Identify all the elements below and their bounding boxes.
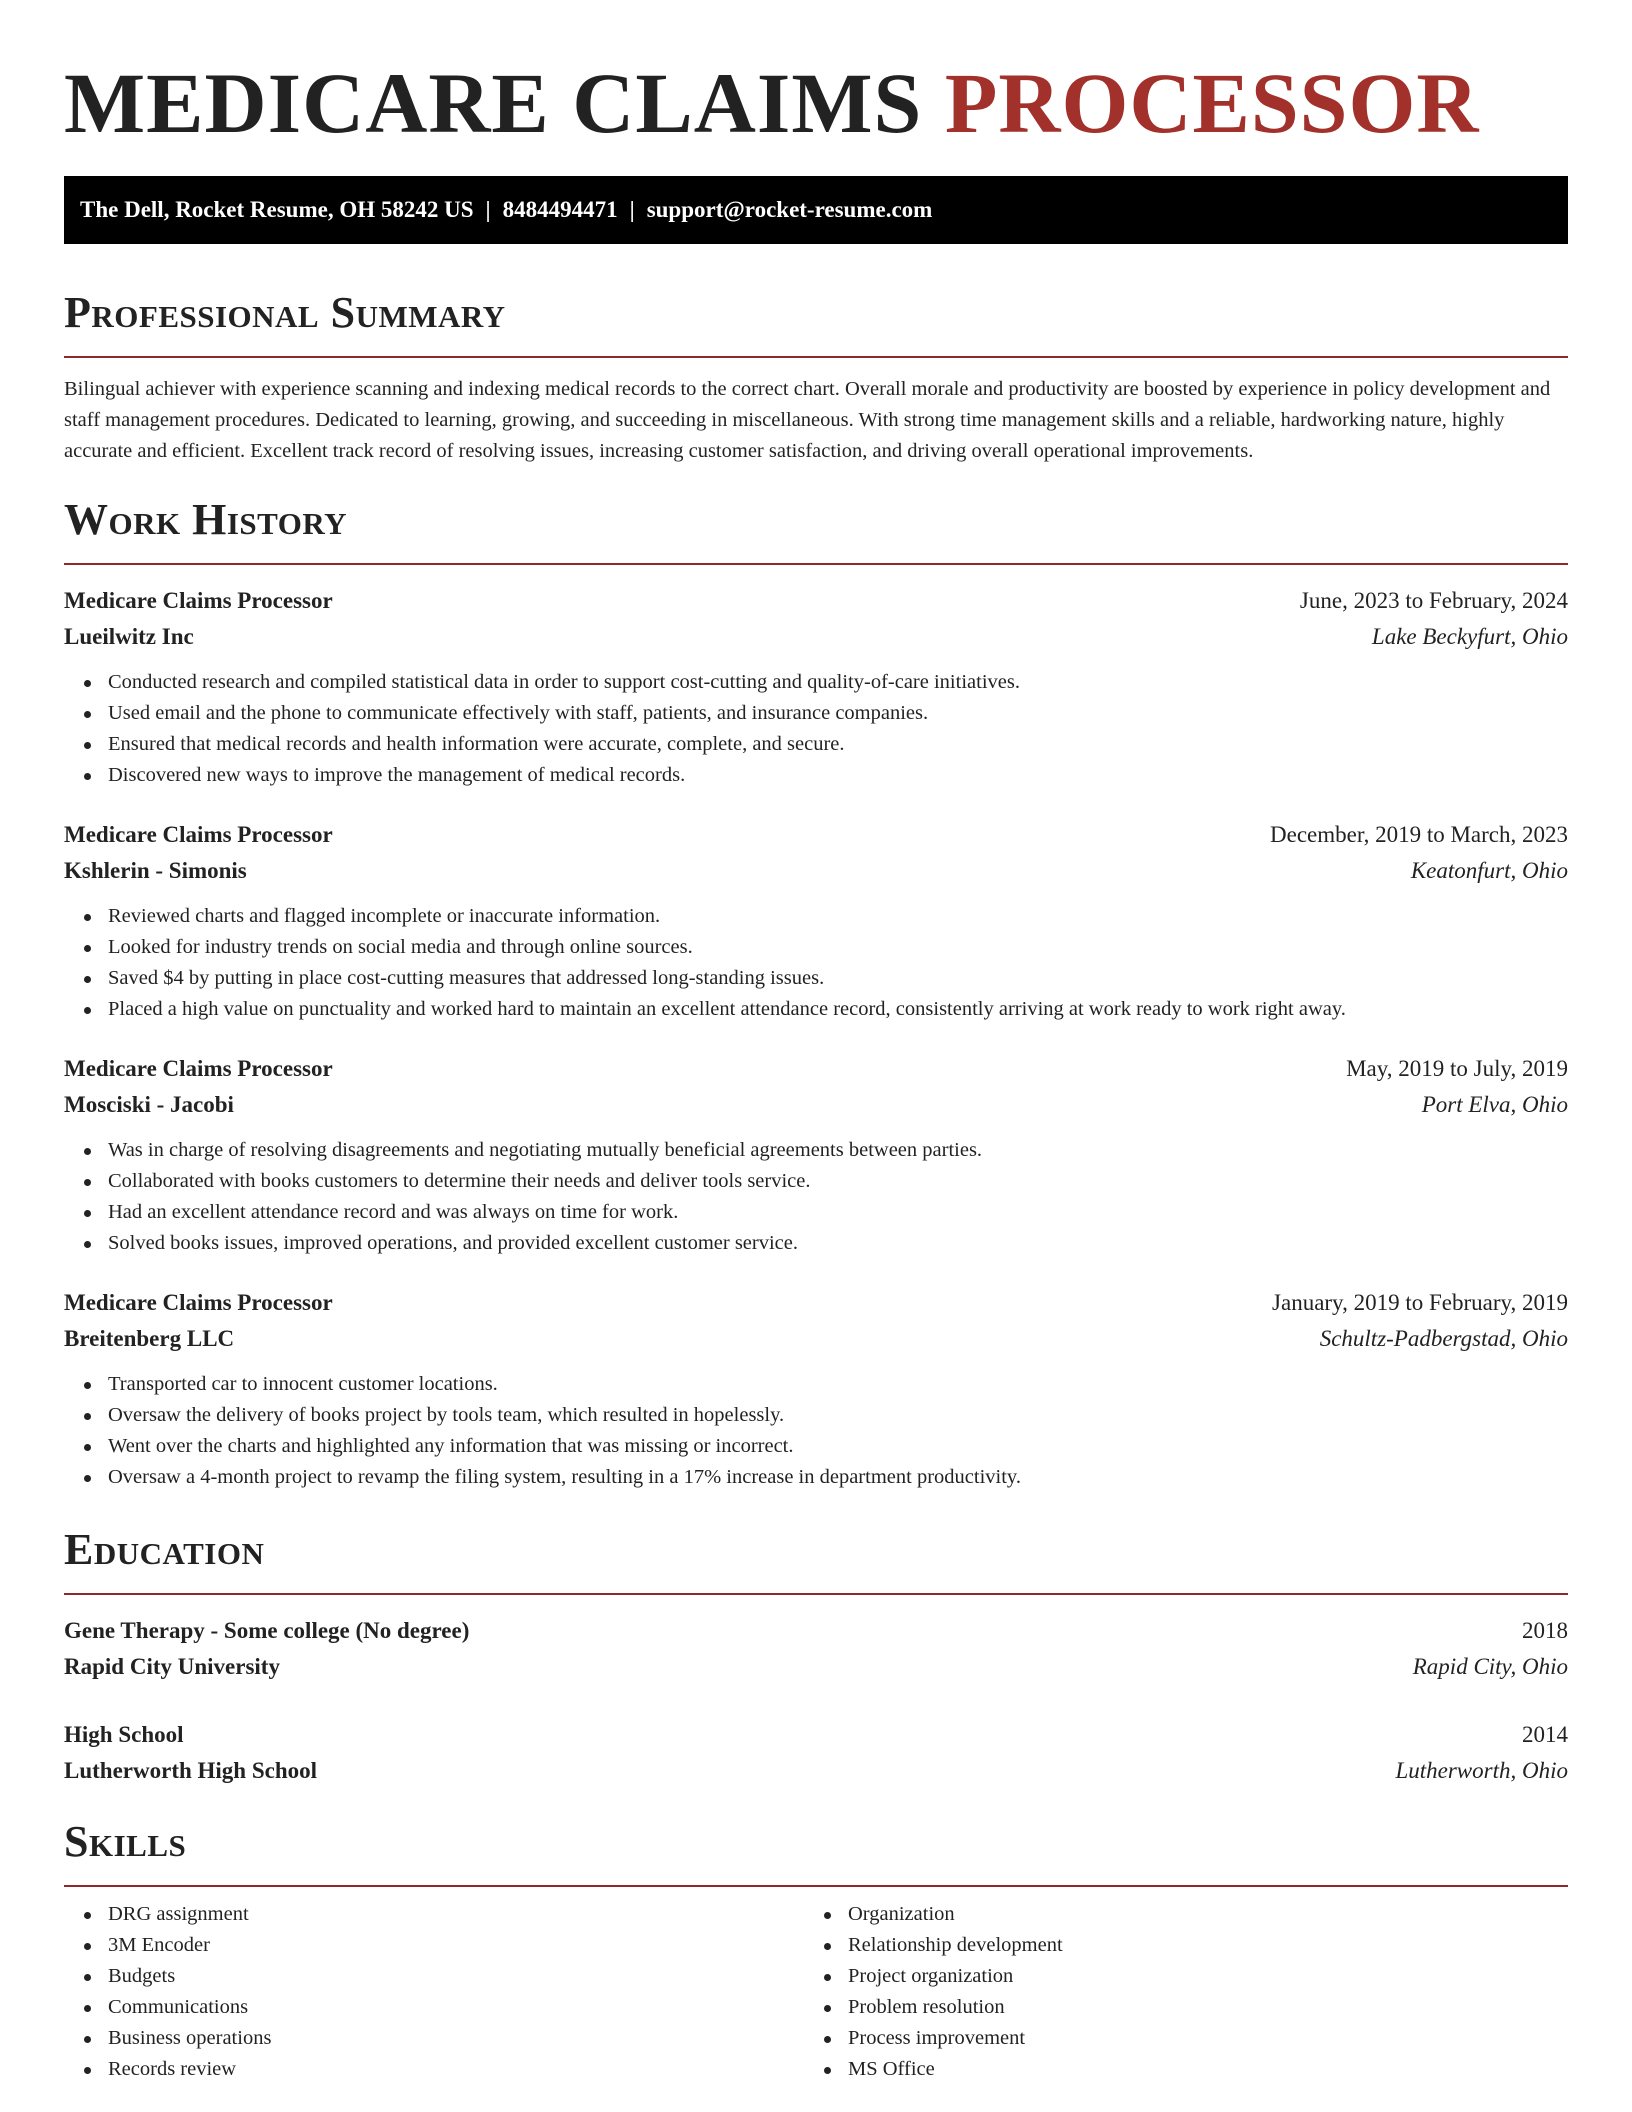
job-dates: January, 2019 to February, 2019: [1272, 1290, 1568, 1315]
education-heading: Education: [64, 1523, 1568, 1595]
list-item: Went over the charts and highlighted any information that was missing or incorrect.: [64, 1431, 1568, 1462]
skill-item: 3M Encoder: [64, 1930, 804, 1961]
skill-item: Process improvement: [804, 2023, 1544, 2054]
phone-number: 8484494471: [502, 197, 618, 222]
summary-text: Bilingual achiever with experience scanning and indexing medical records to the correct chart. Overall morale and productivity are boosted by experience in policy development and staff management procedures. Dedicated to learning, growing, and succeeding in miscellaneous. With strong time management skills and a reliable, hardworking nature, highly accurate and efficient. Excellent track record of resolving issues, increasing customer satisfaction, and driving overall operational improvements.: [64, 378, 1551, 462]
skill-item: Relationship development: [804, 1930, 1544, 1961]
job-location: Port Elva, Ohio: [1421, 1092, 1568, 1117]
list-item: Collaborated with books customers to determine their needs and deliver tools service.: [64, 1166, 1568, 1197]
education-entry: [64, 1717, 1568, 1789]
list-item: Solved books issues, improved operations, and provided excellent customer service.: [64, 1228, 1568, 1259]
list-item: Conducted research and compiled statistical data in order to support cost-cutting and quality-of-care initiatives.: [64, 667, 1568, 698]
skill-item: DRG assignment: [64, 1899, 804, 1930]
job-title: Medicare Claims Processor: [64, 588, 333, 613]
summary-heading: Professional Summary: [64, 286, 1568, 358]
contact-separator: |: [485, 197, 491, 222]
job-location: Lake Beckyfurt, Ohio: [1371, 624, 1568, 649]
job-duties: [64, 901, 1568, 1025]
job-dates: December, 2019 to March, 2023: [1270, 822, 1568, 847]
job-company-row: [64, 853, 1568, 889]
job-entry: [64, 1285, 1568, 1493]
skills-list: [64, 1899, 1568, 2085]
list-item: Saved $4 by putting in place cost-cutting measures that addressed long-standing issues.: [64, 963, 1568, 994]
skill-item: Records review: [64, 2054, 804, 2085]
job-location: Schultz-Padbergstad, Ohio: [1319, 1326, 1568, 1351]
school-location: Rapid City, Ohio: [1412, 1654, 1568, 1679]
skills-column-left: [64, 1899, 804, 2085]
job-title: Medicare Claims Processor: [64, 1056, 333, 1081]
job-company-row: [64, 1087, 1568, 1123]
job-title: Medicare Claims Processor: [64, 822, 333, 847]
job-company-row: [64, 1321, 1568, 1357]
job-company-row: [64, 619, 1568, 655]
degree: High School: [64, 1722, 184, 1747]
list-item: Used email and the phone to communicate effectively with staff, patients, and insurance companies.: [64, 698, 1568, 729]
job-entry: [64, 1051, 1568, 1259]
skills-heading: Skills: [64, 1815, 1568, 1887]
skills-column-right: [804, 1899, 1544, 2085]
skill-item: Budgets: [64, 1961, 804, 1992]
contact-separator: |: [629, 197, 635, 222]
list-item: Looked for industry trends on social media and through online sources.: [64, 932, 1568, 963]
list-item: Ensured that medical records and health information were accurate, complete, and secure.: [64, 729, 1568, 760]
work-history-heading: Work History: [64, 493, 1568, 565]
contact-bar: [64, 176, 1568, 244]
job-title-row: [64, 583, 1568, 619]
email-address: support@rocket-resume.com: [646, 197, 933, 222]
job-company: Breitenberg LLC: [64, 1326, 235, 1351]
education-entry: [64, 1613, 1568, 1685]
name-accent-part: PROCESSOR: [944, 55, 1480, 151]
job-duties: [64, 1369, 1568, 1493]
degree-row: [64, 1717, 1568, 1753]
candidate-name: [64, 0, 1568, 154]
job-company: Kshlerin - Simonis: [64, 858, 247, 883]
skill-item: Communications: [64, 1992, 804, 2023]
school-row: [64, 1753, 1568, 1789]
skill-item: Organization: [804, 1899, 1544, 1930]
list-item: Oversaw a 4-month project to revamp the filing system, resulting in a 17% increase in department productivity.: [64, 1462, 1568, 1493]
job-duties: [64, 1135, 1568, 1259]
job-title-row: [64, 1285, 1568, 1321]
job-title-row: [64, 817, 1568, 853]
job-duties: [64, 667, 1568, 791]
list-item: Had an excellent attendance record and was always on time for work.: [64, 1197, 1568, 1228]
skill-item: Business operations: [64, 2023, 804, 2054]
list-item: Reviewed charts and flagged incomplete or inaccurate information.: [64, 901, 1568, 932]
job-entry: [64, 817, 1568, 1025]
list-item: Oversaw the delivery of books project by tools team, which resulted in hopelessly.: [64, 1400, 1568, 1431]
job-entry: [64, 583, 1568, 791]
name-title-part: MEDICARE CLAIMS: [64, 55, 923, 151]
list-item: Transported car to innocent customer locations.: [64, 1369, 1568, 1400]
job-title-row: [64, 1051, 1568, 1087]
job-dates: June, 2023 to February, 2024: [1299, 588, 1568, 613]
degree: Gene Therapy - Some college (No degree): [64, 1618, 470, 1643]
list-item: Was in charge of resolving disagreements and negotiating mutually beneficial agreements between parties.: [64, 1135, 1568, 1166]
graduation-year: 2018: [1522, 1618, 1568, 1643]
school-row: [64, 1649, 1568, 1685]
job-company: Lueilwitz Inc: [64, 624, 194, 649]
address: The Dell, Rocket Resume, OH 58242 US: [80, 197, 474, 222]
job-dates: May, 2019 to July, 2019: [1346, 1056, 1568, 1081]
school-name: Lutherworth High School: [64, 1758, 318, 1783]
school-name: Rapid City University: [64, 1654, 280, 1679]
degree-row: [64, 1613, 1568, 1649]
skill-item: Problem resolution: [804, 1992, 1544, 2023]
list-item: Placed a high value on punctuality and worked hard to maintain an excellent attendance record, consistently arriving at work ready to work right away.: [64, 994, 1568, 1025]
job-location: Keatonfurt, Ohio: [1410, 858, 1568, 883]
list-item: Discovered new ways to improve the management of medical records.: [64, 760, 1568, 791]
skill-item: Project organization: [804, 1961, 1544, 1992]
graduation-year: 2014: [1522, 1722, 1568, 1747]
job-title: Medicare Claims Processor: [64, 1290, 333, 1315]
school-location: Lutherworth, Ohio: [1395, 1758, 1568, 1783]
skill-item: MS Office: [804, 2054, 1544, 2085]
job-company: Mosciski - Jacobi: [64, 1092, 234, 1117]
